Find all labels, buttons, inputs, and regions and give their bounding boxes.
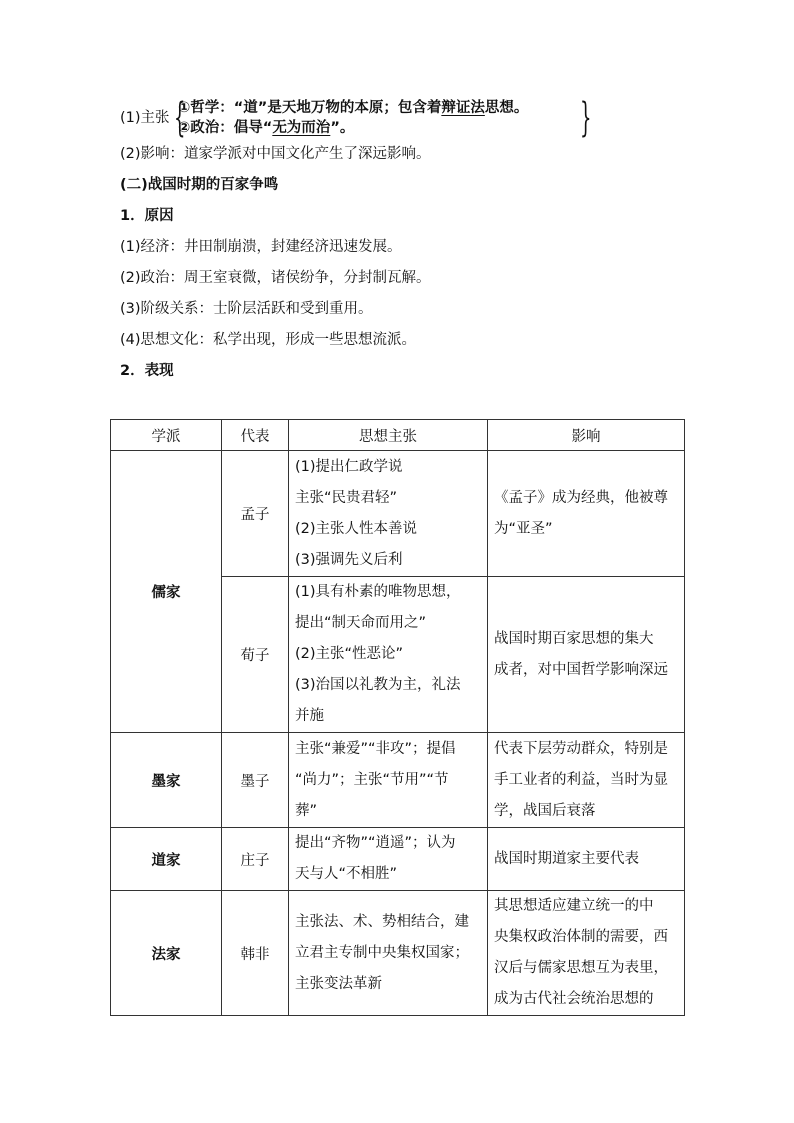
rep-cell: 荀子 [222,577,289,733]
header-school: 学派 [111,420,222,451]
school-cell: 法家 [111,891,222,1016]
performance-title: 2．表现 [120,363,174,379]
influence-cell: 《孟子》成为经典，他被尊 为“亚圣” [488,451,685,577]
influence-line: (2)影响：道家学派对中国文化产生了深远影响。 [120,146,431,162]
idea-cell: (1)具有朴素的唯物思想， 提出“制天命而用之” (2)主张“性恶论” (3)治国以礼教为主，礼法 并施 [289,577,488,733]
school-cell: 道家 [111,828,222,891]
reason-title: 1．原因 [120,208,174,224]
right-brace: } [580,95,592,141]
rep-cell: 庄子 [222,828,289,891]
header-idea: 思想主张 [289,420,488,451]
claim-politics: ②政治：倡导“无为而治”。 [178,120,355,136]
claim-label: (1)主张 [120,110,170,126]
idea-cell: 提出“齐物”“逍遥”；认为 天与人“不相胜” [289,828,488,891]
table-header-row [111,420,685,451]
influence-cell: 战国时期道家主要代表 [488,828,685,891]
table-row [111,828,685,891]
reason-economy: (1)经济：井田制崩溃，封建经济迅速发展。 [120,239,402,255]
idea-cell: (1)提出仁政学说 主张“民贵君轻” (2)主张人性本善说 (3)强调先义后利 [289,451,488,577]
idea-cell: 主张“兼爱”“非攻”；提倡 “尚力”；主张“节用”“节 葬” [289,733,488,828]
header-rep: 代表 [222,420,289,451]
school-cell: 儒家 [111,451,222,733]
idea-cell: 主张法、术、势相结合，建 立君主专制中央集权国家； 主张变法革新 [289,891,488,1016]
section-title: (二)战国时期的百家争鸣 [120,177,279,193]
school-cell: 墨家 [111,733,222,828]
reason-politics: (2)政治：周王室衰微，诸侯纷争，分封制瓦解。 [120,270,431,286]
rep-cell: 韩非 [222,891,289,1016]
rep-cell: 墨子 [222,733,289,828]
left-brace: { [174,95,186,141]
claim-philosophy: ①哲学：“道”是天地万物的本原；包含着辩证法思想。 [178,100,529,116]
reason-class: (3)阶级关系：士阶层活跃和受到重用。 [120,301,373,317]
influence-cell: 代表下层劳动群众，特别是 手工业者的利益，当时为显 学，战国后衰落 [488,733,685,828]
influence-cell: 其思想适应建立统一的中 央集权政治体制的需要，西 汉后与儒家思想互为表里， 成为古代社会统治思想的 [488,891,685,1016]
table-row [111,451,685,577]
schools-table [110,419,685,1016]
rep-cell: 孟子 [222,451,289,577]
reason-culture: (4)思想文化：私学出现，形成一些思想流派。 [120,332,417,348]
table-row [111,733,685,828]
header-influence: 影响 [488,420,685,451]
influence-cell: 战国时期百家思想的集大 成者，对中国哲学影响深远 [488,577,685,733]
table-row [111,891,685,1016]
